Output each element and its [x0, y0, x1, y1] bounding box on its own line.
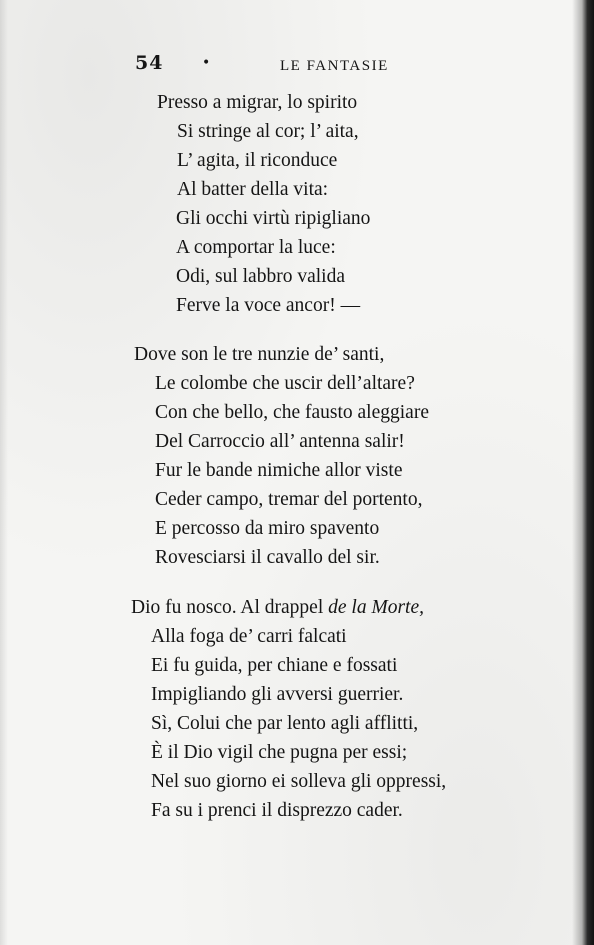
binding-shadow: [572, 0, 594, 945]
verse-line: È il Dio vigil che pugna per essi;: [151, 742, 408, 763]
page-number: 54: [135, 52, 164, 74]
verse-line: Odi, sul labbro valida: [176, 266, 345, 287]
verse-line: Fur le bande nimiche allor viste: [155, 460, 403, 481]
verse-line: E percosso da miro spavento: [155, 518, 380, 539]
verse-line: Fa su i prenci il disprezzo cader.: [151, 800, 403, 821]
verse-line: Dove son le tre nunzie de’ santi,: [134, 344, 385, 365]
running-head: LE FANTASIE: [280, 58, 389, 74]
verse-line: L’ agita, il riconduce: [177, 150, 338, 171]
page-left-edge: [0, 0, 8, 945]
verse-line: Al batter della vita:: [177, 179, 329, 200]
verse-line: Si stringe al cor; l’ aita,: [177, 121, 359, 142]
verse-line: Gli occhi virtù ripigliano: [176, 208, 371, 229]
verse-line: Alla foga de’ carri falcati: [151, 626, 347, 647]
verse-line: Ei fu guida, per chiane e fossati: [151, 655, 398, 676]
verse-line: Del Carroccio all’ antenna salir!: [155, 431, 405, 452]
verse-line: Nel suo giorno ei solleva gli oppressi,: [151, 771, 447, 792]
verse-line: Ferve la voce ancor! —: [176, 295, 361, 316]
verse-line-start: Dio fu nosco. Al drappel: [131, 597, 324, 618]
header-dot: •: [202, 55, 211, 71]
verse-line: Le colombe che uscir dell’altare?: [155, 373, 415, 394]
verse-line: Presso a migrar, lo spirito: [157, 92, 358, 113]
verse-line: Impigliando gli avversi guerrier.: [151, 684, 404, 705]
verse-line: Rovesciarsi il cavallo del sir.: [155, 547, 380, 568]
verse-line: Con che bello, che fausto aleggiare: [155, 402, 429, 423]
verse-line: A comportar la luce:: [176, 237, 336, 258]
verse-line: Sì, Colui che par lento agli afflitti,: [151, 713, 419, 734]
verse-line: Ceder campo, tremar del portento,: [155, 489, 423, 510]
verse-line: [131, 596, 424, 620]
italic-phrase: de la Morte,: [328, 597, 424, 618]
page-header: [0, 52, 594, 82]
